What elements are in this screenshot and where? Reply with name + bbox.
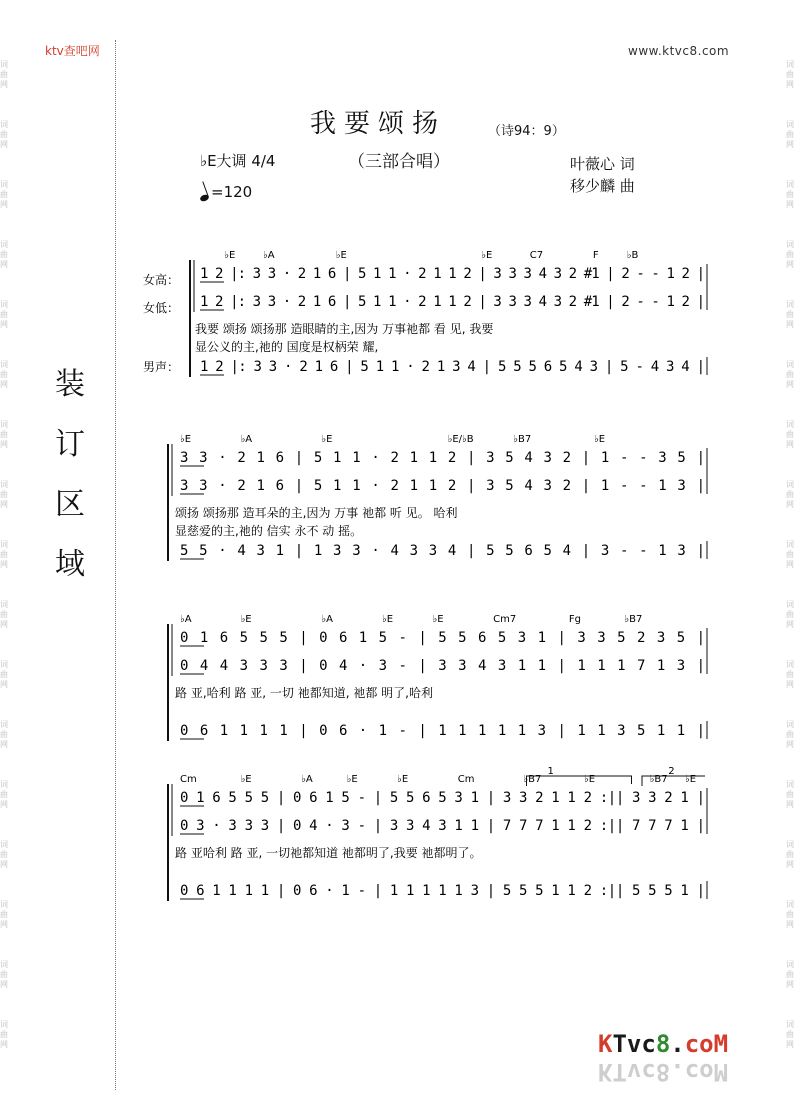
margin-watermark-text: 词曲网 bbox=[786, 180, 794, 209]
margin-watermark-text: 词曲网 bbox=[0, 480, 8, 509]
chord-symbol: ♭E/♭B bbox=[447, 434, 474, 445]
male-line: 1 2 |: 3 3 · 2 1 6 | 5 1 1 · 2 1 3 4 | 5 5 5 6 5 4 3 | 5 - 4 3 4 | bbox=[200, 359, 705, 375]
chord-symbol: ♭A bbox=[240, 434, 253, 445]
chord-symbol: ♭E bbox=[335, 250, 347, 261]
lyric-line-1: 路 亚哈利 路 亚, 一切祂都知道 祂都明了,我要 祂都明了。 bbox=[175, 846, 482, 860]
chord-symbol: ♭A bbox=[301, 774, 313, 785]
binding-char: 订 bbox=[55, 427, 85, 462]
margin-watermark-text: 词曲网 bbox=[0, 540, 8, 569]
voice-label-alto: 女低： bbox=[143, 301, 180, 315]
margin-watermark-text: 词曲网 bbox=[786, 420, 794, 449]
lyric-line-1: 我要 颂扬 颂扬那 造眼睛的主,因为 万事祂都 看 见, 我要 bbox=[195, 322, 494, 336]
margin-watermark-text: 词曲网 bbox=[0, 960, 8, 989]
chord-symbol: ♭B7 bbox=[523, 774, 542, 785]
lyricist: 叶薇心 词 bbox=[570, 155, 635, 173]
chord-symbol: ♭A bbox=[321, 614, 333, 625]
margin-watermark-text: 词曲网 bbox=[786, 300, 794, 329]
chord-symbol: ♭A bbox=[180, 614, 192, 625]
lyric-line-2: 显公义的主,祂的 国度是权柄荣 耀, bbox=[195, 340, 379, 354]
soprano-line: 3 3 · 2 1 6 | 5 1 1 · 2 1 1 2 | 3 5 4 3 2 | 1 - - 3 5 | bbox=[180, 450, 705, 466]
margin-watermark-text: 词曲网 bbox=[0, 840, 8, 869]
part-info: （三部合唱） bbox=[348, 152, 450, 172]
margin-watermark-text: 词曲网 bbox=[786, 600, 794, 629]
chord-symbol: Cm bbox=[457, 774, 475, 785]
margin-watermark-text: 词曲网 bbox=[786, 360, 794, 389]
margin-watermark-text: 词曲网 bbox=[786, 60, 794, 89]
key-signature: ♭E大调 4/4 bbox=[200, 152, 276, 170]
alto-line: 0 3 · 3 3 3 | 0 4 · 3 - | 3 3 4 3 1 1 | 7 7 7 1 1 2 :|| 7 7 7 1 | bbox=[180, 818, 705, 834]
margin-watermark-text: 词曲网 bbox=[0, 420, 8, 449]
binding-char: 装 bbox=[55, 367, 85, 402]
chord-symbol: ♭E bbox=[432, 614, 444, 625]
male-line: 5 5 · 4 3 1 | 1 3 3 · 4 3 3 4 | 5 5 6 5 4 | 3 - - 1 3 | bbox=[180, 543, 705, 559]
song-subtitle: （诗94：9） bbox=[488, 124, 565, 139]
song-title: 我要颂扬 bbox=[310, 109, 447, 139]
lyric-line-1: 颂扬 颂扬那 造耳朵的主,因为 万事 祂都 听 见。 哈利 bbox=[175, 506, 458, 520]
chord-symbol: ♭B7 bbox=[513, 434, 532, 445]
margin-watermark-text: 词曲网 bbox=[786, 480, 794, 509]
chord-symbol: ♭E bbox=[321, 434, 333, 445]
margin-watermark-text: 词曲网 bbox=[0, 60, 8, 89]
soprano-line: 0 1 6 5 5 5 | 0 6 1 5 - | 5 5 6 5 3 1 | 3 3 5 2 3 5 | bbox=[180, 630, 705, 646]
chord-symbol: ♭E bbox=[382, 614, 394, 625]
margin-watermark-text: 词曲网 bbox=[786, 660, 794, 689]
volta-bracket-1 bbox=[527, 776, 632, 786]
margin-watermark-text: 词曲网 bbox=[0, 600, 8, 629]
margin-watermark-text: 词曲网 bbox=[0, 300, 8, 329]
margin-watermark-text: 词曲网 bbox=[0, 780, 8, 809]
chord-symbol: ♭E bbox=[594, 434, 606, 445]
chord-symbol: Fg bbox=[568, 614, 581, 625]
chord-symbol: ♭B7 bbox=[649, 774, 668, 785]
chord-symbol: ♭E bbox=[240, 614, 252, 625]
voice-label-soprano: 女高： bbox=[143, 273, 180, 287]
binding-char: 域 bbox=[55, 547, 85, 582]
chord-symbol: F bbox=[592, 250, 599, 261]
binding-char: 区 bbox=[55, 487, 85, 522]
chord-symbol: Cm7 bbox=[493, 614, 517, 625]
margin-watermark-text: 词曲网 bbox=[786, 120, 794, 149]
tempo-value: =120 bbox=[211, 183, 253, 201]
margin-watermark-text: 词曲网 bbox=[0, 120, 8, 149]
chord-symbol: Cm bbox=[180, 774, 197, 785]
chord-symbol: C7 bbox=[529, 250, 544, 261]
chord-symbol: ♭E bbox=[346, 774, 358, 785]
margin-watermark-text: 词曲网 bbox=[786, 1020, 794, 1049]
margin-watermark-text: 词曲网 bbox=[786, 240, 794, 269]
margin-watermark-text: 词曲网 bbox=[786, 540, 794, 569]
alto-line: 1 2 |: 3 3 · 2 1 6 | 5 1 1 · 2 1 1 2 | 3 3 3 4 3 2 #1 | 2 - - 1 2 | bbox=[200, 294, 705, 310]
composer: 移少麟 曲 bbox=[570, 177, 635, 195]
alto-line: 0 4 4 3 3 3 | 0 4 · 3 - | 3 3 4 3 1 1 | 1 1 1 7 1 3 | bbox=[180, 658, 705, 674]
lyric-line-1: 路 亚,哈利 路 亚, 一切 祂都知道, 祂都 明了,哈利 bbox=[175, 686, 433, 700]
margin-watermark-text: 词曲网 bbox=[786, 720, 794, 749]
chord-symbol: ♭E bbox=[584, 774, 596, 785]
lyric-line-2: 显慈爱的主,祂的 信实 永不 动 摇。 bbox=[175, 524, 363, 538]
margin-watermark-text: 词曲网 bbox=[0, 180, 8, 209]
margin-watermark-text: 词曲网 bbox=[0, 660, 8, 689]
chord-symbol: ♭E bbox=[397, 774, 409, 785]
male-line: 0 6 1 1 1 1 | 0 6 · 1 - | 1 1 1 1 1 3 | 5 5 5 1 1 2 :|| 5 5 5 1 | bbox=[180, 883, 705, 899]
margin-watermark-text: 词曲网 bbox=[786, 900, 794, 929]
chord-symbol: ♭E bbox=[224, 250, 236, 261]
chord-symbol: ♭E bbox=[240, 774, 252, 785]
chord-symbol: ♭E bbox=[685, 774, 697, 785]
chord-symbol: ♭E bbox=[481, 250, 493, 261]
margin-watermark-text: 词曲网 bbox=[786, 960, 794, 989]
footer-logo: KTvc8.coM bbox=[598, 1030, 729, 1058]
margin-watermark-text: 词曲网 bbox=[0, 900, 8, 929]
volta-number-2: 2 bbox=[668, 766, 675, 777]
margin-watermark-text: 词曲网 bbox=[786, 840, 794, 869]
margin-watermark-text: 词曲网 bbox=[0, 720, 8, 749]
chord-symbol: ♭E bbox=[180, 434, 192, 445]
alto-line: 3 3 · 2 1 6 | 5 1 1 · 2 1 1 2 | 3 5 4 3 2 | 1 - - 1 3 | bbox=[180, 478, 705, 494]
footer-logo-reflection: KTvc8.coM bbox=[598, 1058, 729, 1086]
site-name-left: ktv查吧网 bbox=[45, 44, 100, 58]
margin-watermark-text: 词曲网 bbox=[0, 360, 8, 389]
voice-label-male: 男声： bbox=[143, 360, 180, 374]
margin-watermark-text: 词曲网 bbox=[0, 1020, 8, 1049]
soprano-line: 0 1 6 5 5 5 | 0 6 1 5 - | 5 5 6 5 3 1 | 3 3 2 1 1 2 :|| 3 3 2 1 | bbox=[180, 790, 705, 806]
chord-symbol: ♭A bbox=[263, 250, 275, 261]
soprano-line: 1 2 |: 3 3 · 2 1 6 | 5 1 1 · 2 1 1 2 | 3 3 3 4 3 2 #1 | 2 - - 1 2 | bbox=[200, 266, 705, 282]
chord-symbol: ♭B7 bbox=[624, 614, 643, 625]
volta-number-1: 1 bbox=[547, 766, 554, 777]
margin-watermark-text: 词曲网 bbox=[786, 780, 794, 809]
margin-watermark-text: 词曲网 bbox=[0, 240, 8, 269]
site-url-right: www.ktvc8.com bbox=[628, 44, 730, 58]
chord-symbol: ♭B bbox=[626, 250, 639, 261]
male-line: 0 6 1 1 1 1 | 0 6 · 1 - | 1 1 1 1 1 3 | 1 1 3 5 1 1 | bbox=[180, 723, 705, 739]
